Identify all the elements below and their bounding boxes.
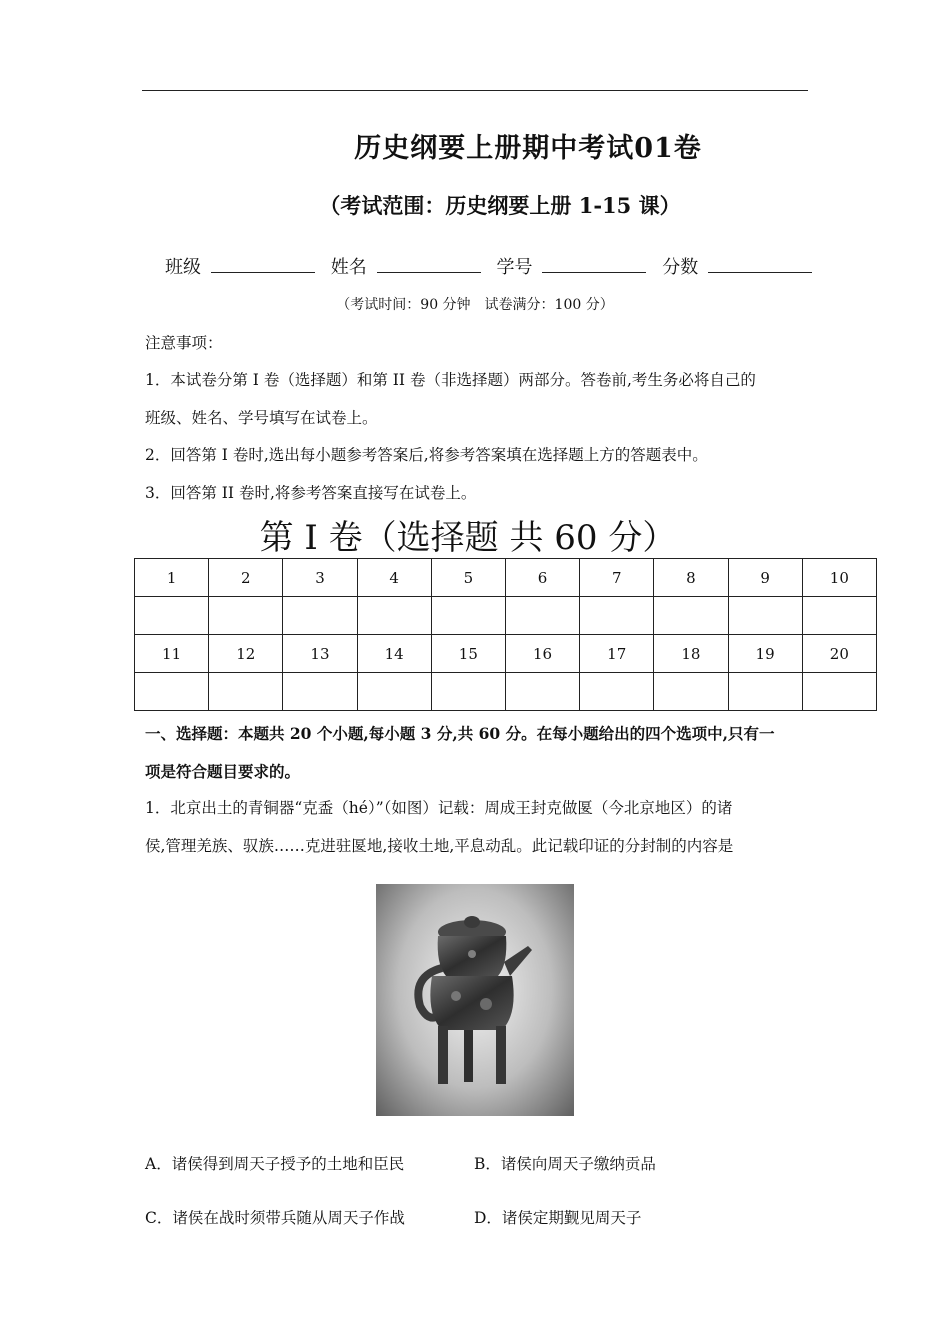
answer-number: 20 bbox=[802, 635, 876, 673]
answer-number: 7 bbox=[580, 559, 654, 597]
answer-cell[interactable] bbox=[505, 597, 579, 635]
answer-number: 5 bbox=[431, 559, 505, 597]
name-label: 姓名 bbox=[330, 257, 367, 278]
option-c[interactable]: C．诸侯在战时须带兵随从周天子作战 bbox=[145, 1209, 405, 1227]
answer-number: 1 bbox=[135, 559, 209, 597]
answer-cell[interactable] bbox=[209, 597, 283, 635]
option-b[interactable]: B．诸侯向周天子缴纳贡品 bbox=[474, 1155, 656, 1173]
exam-time: （考试时间：90 分钟 试卷满分：100 分） bbox=[336, 297, 614, 313]
answer-cell[interactable] bbox=[580, 673, 654, 711]
answer-number-row bbox=[135, 635, 877, 673]
name-blank[interactable] bbox=[377, 254, 481, 273]
score-label: 分数 bbox=[662, 257, 699, 278]
answer-number: 10 bbox=[802, 559, 876, 597]
answer-number: 12 bbox=[209, 635, 283, 673]
answer-cell[interactable] bbox=[728, 673, 802, 711]
exam-scope: （考试范围：历史纲要上册 1-15 课） bbox=[319, 193, 681, 218]
answer-blank-row bbox=[135, 597, 877, 635]
answer-cell[interactable] bbox=[135, 673, 209, 711]
answer-number: 19 bbox=[728, 635, 802, 673]
class-blank[interactable] bbox=[211, 254, 315, 273]
part-one-instructions: 项是符合题目要求的。 bbox=[145, 762, 301, 781]
answer-cell[interactable] bbox=[209, 673, 283, 711]
answer-number: 13 bbox=[283, 635, 357, 673]
answer-cell[interactable] bbox=[135, 597, 209, 635]
answer-cell[interactable] bbox=[802, 673, 876, 711]
question-1-stem: 1．北京出土的青铜器“克盉（hé）”（如图）记载：周成王封克做匽（今北京地区）的诸 bbox=[145, 799, 733, 817]
answer-number: 11 bbox=[135, 635, 209, 673]
answer-table bbox=[134, 558, 877, 711]
answer-number: 9 bbox=[728, 559, 802, 597]
student-id-blank[interactable] bbox=[542, 254, 646, 273]
score-blank[interactable] bbox=[708, 254, 812, 273]
note-line: 班级、姓名、学号填写在试卷上。 bbox=[145, 409, 378, 427]
section-title: 第 I 卷（选择题 共 60 分） bbox=[259, 518, 677, 558]
answer-blank-row bbox=[135, 673, 877, 711]
answer-cell[interactable] bbox=[728, 597, 802, 635]
answer-number: 15 bbox=[431, 635, 505, 673]
answer-number-row bbox=[135, 559, 877, 597]
top-rule bbox=[142, 90, 808, 91]
answer-number: 4 bbox=[357, 559, 431, 597]
answer-cell[interactable] bbox=[505, 673, 579, 711]
answer-number: 16 bbox=[505, 635, 579, 673]
question-1-stem: 侯,管理羌族、驭族……克进驻匽地,接收土地,平息动乱。此记载印证的分封制的内容是 bbox=[145, 837, 734, 855]
student-id-label: 学号 bbox=[496, 257, 533, 278]
answer-cell[interactable] bbox=[654, 673, 728, 711]
answer-number: 2 bbox=[209, 559, 283, 597]
answer-cell[interactable] bbox=[580, 597, 654, 635]
answer-cell[interactable] bbox=[431, 673, 505, 711]
answer-number: 6 bbox=[505, 559, 579, 597]
answer-cell[interactable] bbox=[654, 597, 728, 635]
answer-cell[interactable] bbox=[357, 673, 431, 711]
answer-cell[interactable] bbox=[431, 597, 505, 635]
answer-number: 3 bbox=[283, 559, 357, 597]
part-one-instructions: 一、选择题：本题共 20 个小题,每小题 3 分,共 60 分。在每小题给出的四个选项中,只有一 bbox=[145, 724, 775, 743]
note-line: 2．回答第 I 卷时,选出每小题参考答案后,将参考答案填在选择题上方的答题表中。 bbox=[145, 446, 708, 464]
note-line: 1．本试卷分第 I 卷（选择题）和第 II 卷（非选择题）两部分。答卷前,考生务必将自己的 bbox=[145, 371, 756, 389]
answer-number: 14 bbox=[357, 635, 431, 673]
answer-number: 18 bbox=[654, 635, 728, 673]
answer-cell[interactable] bbox=[357, 597, 431, 635]
option-d[interactable]: D．诸侯定期觐见周天子 bbox=[474, 1209, 642, 1227]
bronze-vessel-photo bbox=[376, 884, 574, 1116]
answer-cell[interactable] bbox=[802, 597, 876, 635]
page-title: 历史纲要上册期中考试01卷 bbox=[354, 133, 702, 164]
student-info-fields bbox=[165, 253, 822, 279]
answer-number: 8 bbox=[654, 559, 728, 597]
option-a[interactable]: A．诸侯得到周天子授予的土地和臣民 bbox=[145, 1155, 405, 1173]
notes-heading: 注意事项： bbox=[145, 334, 223, 352]
note-line: 3．回答第 II 卷时,将参考答案直接写在试卷上。 bbox=[145, 484, 477, 502]
answer-cell[interactable] bbox=[283, 673, 357, 711]
answer-cell[interactable] bbox=[283, 597, 357, 635]
answer-number: 17 bbox=[580, 635, 654, 673]
class-label: 班级 bbox=[165, 257, 201, 278]
